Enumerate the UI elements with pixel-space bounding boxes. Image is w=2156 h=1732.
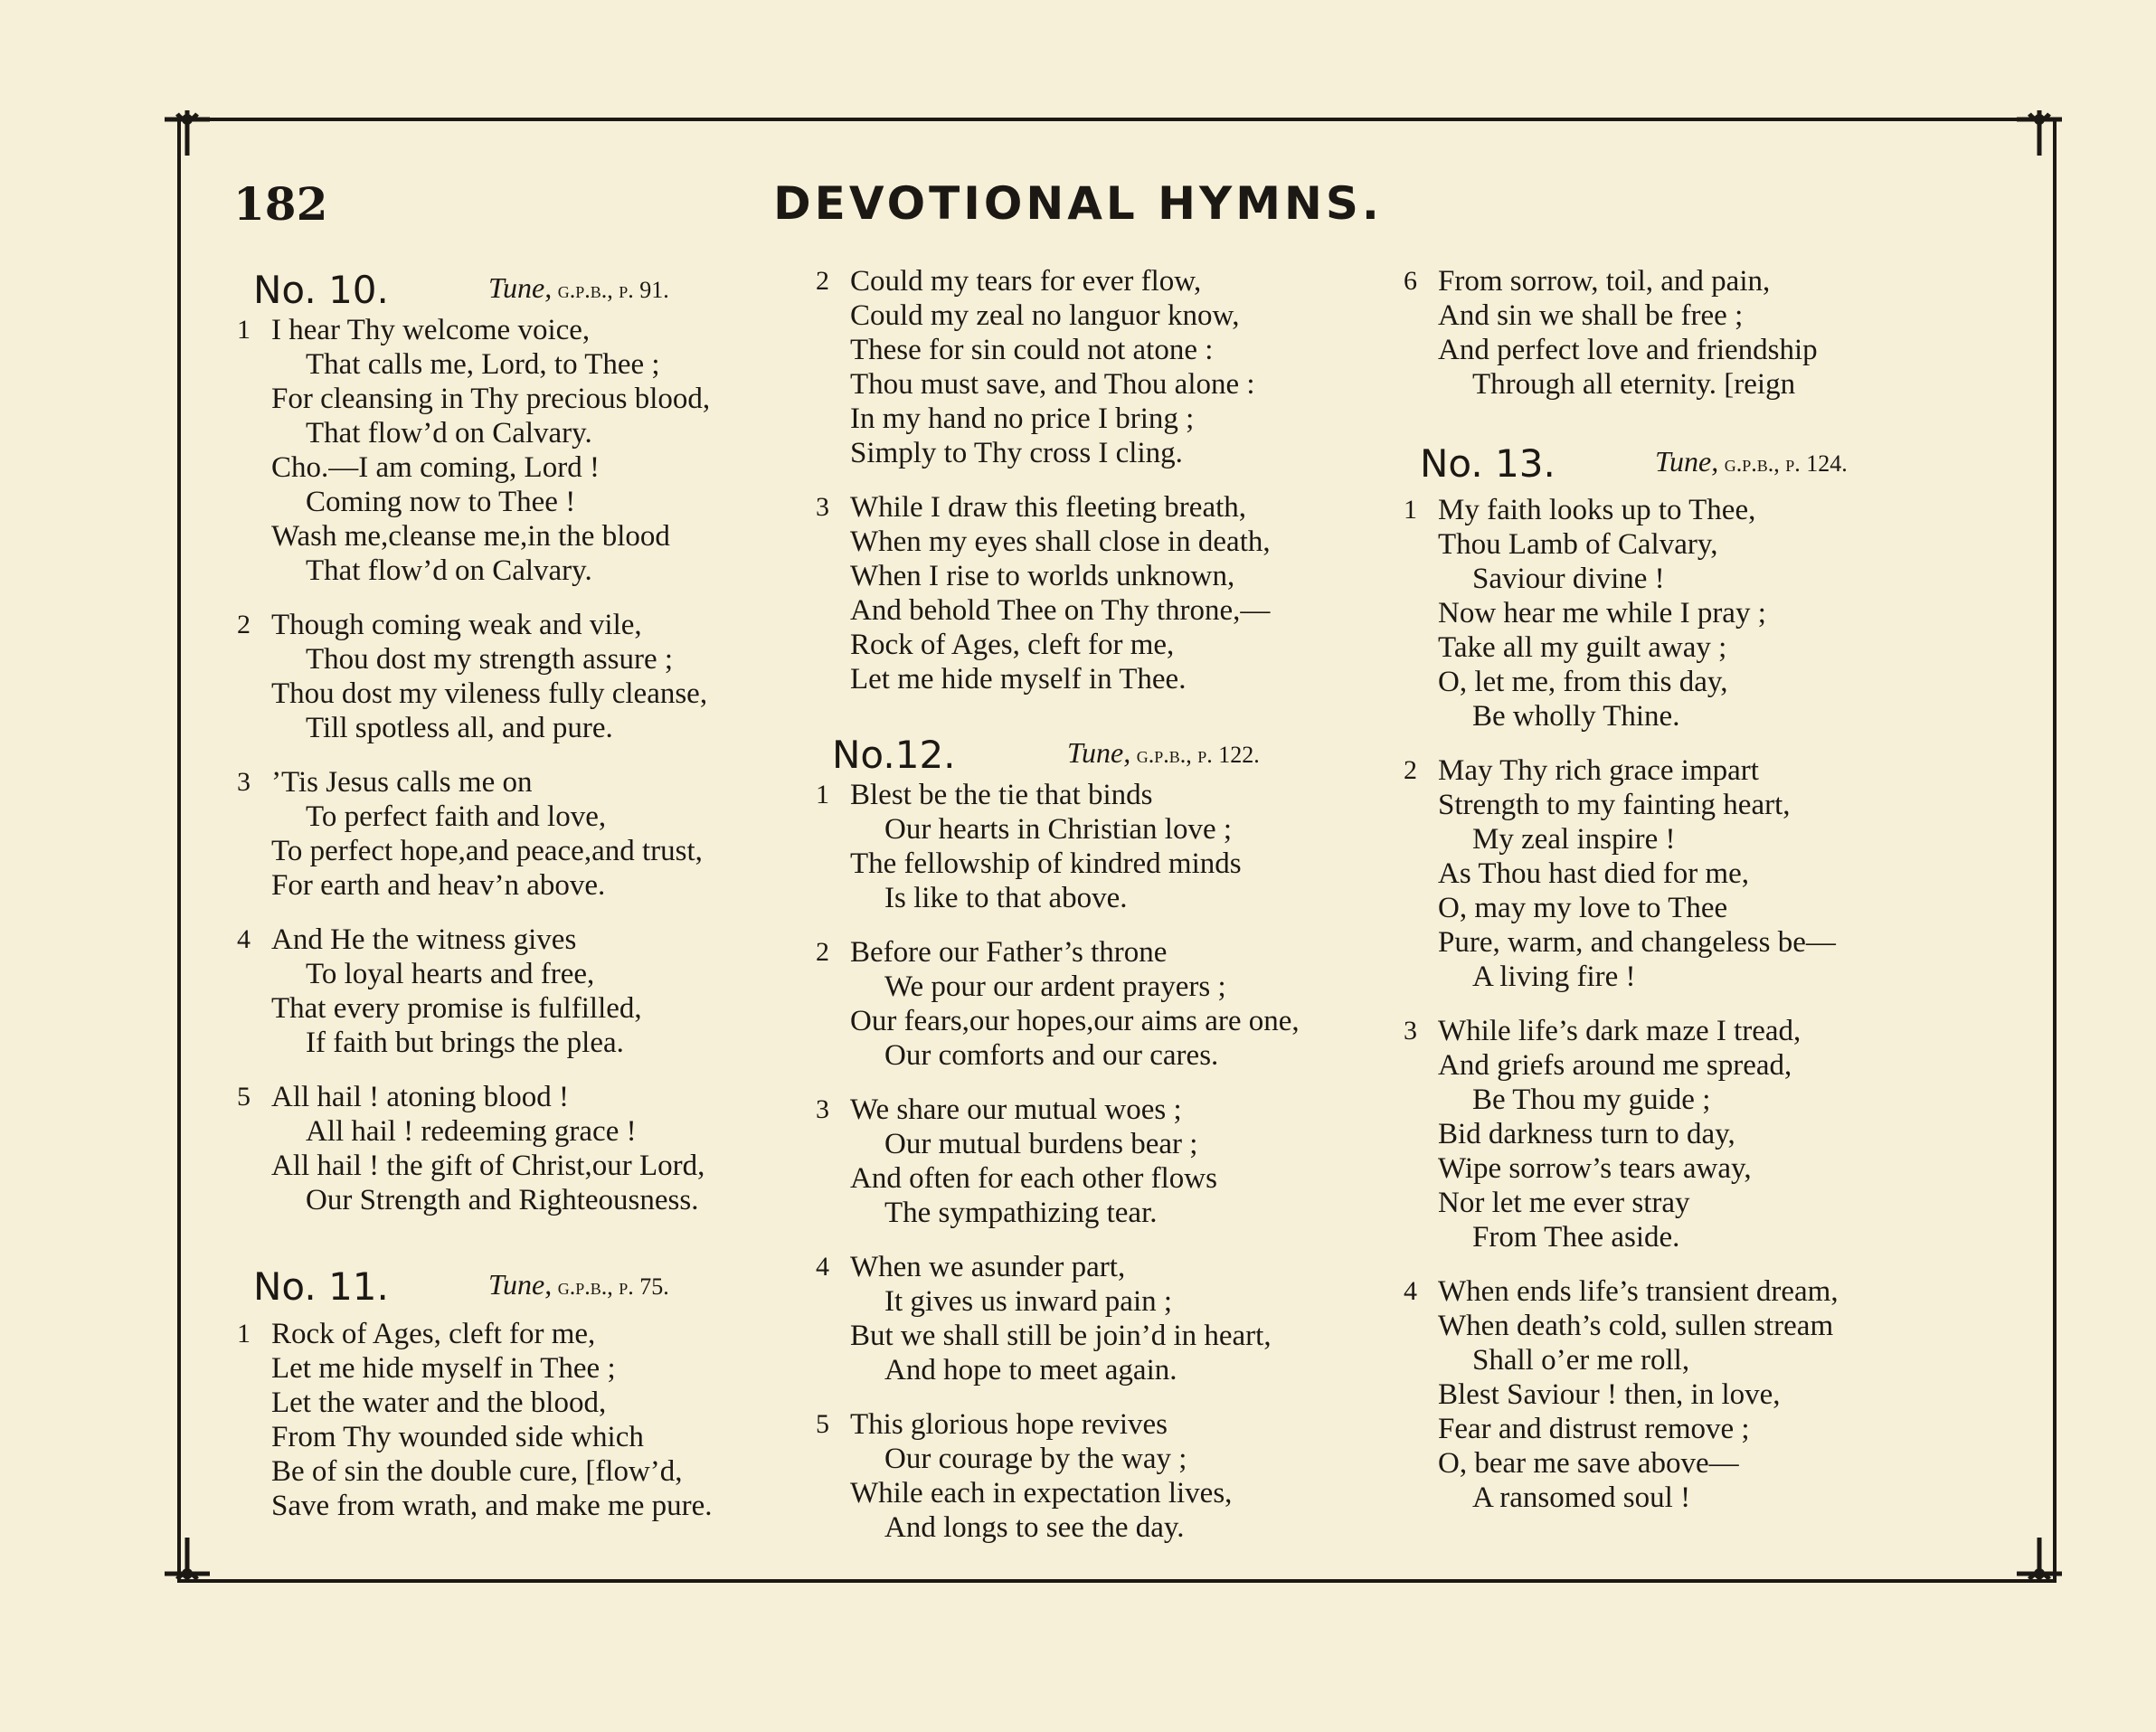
verse-number: 1 (816, 780, 829, 809)
hymn-line: Let me hide myself in Thee. (850, 663, 1187, 696)
hymn-line: That calls me, Lord, to Thee ; (306, 348, 660, 381)
hymn-line: Shall o’er me roll, (1472, 1344, 1690, 1377)
hymn-line: All hail ! redeeming grace ! (306, 1115, 637, 1148)
hymn-number: No. 10. (253, 268, 389, 312)
verse-number: 1 (1404, 495, 1417, 525)
verse-number: 4 (1404, 1276, 1417, 1306)
tune-label: Tune, (488, 271, 553, 304)
tune-label: Tune, (488, 1268, 553, 1301)
hymn-line: Thou dost my vileness fully cleanse, (271, 677, 708, 710)
hymn-line: O, bear me save above— (1438, 1447, 1739, 1480)
hymn-line: Simply to Thy cross I cling. (850, 437, 1183, 469)
hymn-line: And behold Thee on Thy throne,— (850, 594, 1271, 627)
hymn-line: These for sin could not atone : (850, 334, 1214, 366)
hymn-number: No. 11. (253, 1264, 389, 1309)
hymn-line: And often for each other flows (850, 1162, 1217, 1195)
tune-source: g.p.b., p. 122. (1130, 742, 1260, 768)
hymn-line: To perfect hope,and peace,and trust, (271, 835, 703, 867)
hymn-line: Wash me,cleanse me,in the blood (271, 520, 670, 553)
verse-number: 2 (816, 266, 829, 296)
hymn-line: That flow’d on Calvary. (306, 417, 592, 450)
hymn-line: Be wholly Thine. (1472, 700, 1680, 733)
hymn-line: My faith looks up to Thee, (1438, 494, 1756, 526)
hymn-line: And griefs around me spread, (1438, 1049, 1792, 1082)
hymn-line: O, let me, from this day, (1438, 666, 1728, 698)
hymn-line: A living fire ! (1472, 961, 1636, 993)
corner-ornament-icon (2008, 101, 2071, 165)
hymn-line: Our fears,our hopes,our aims are one, (850, 1005, 1300, 1037)
hymn-line: When my eyes shall close in death, (850, 525, 1271, 558)
hymn-line: My zeal inspire ! (1472, 823, 1676, 856)
hymn-line: If faith but brings the plea. (306, 1027, 624, 1059)
hymn-header (253, 1264, 669, 1309)
hymn-line: Through all eternity. [reign (1472, 368, 1796, 401)
hymn-line: Blest be the tie that binds (850, 779, 1153, 811)
hymn-line: When death’s cold, sullen stream (1438, 1310, 1834, 1342)
hymn-line: That every promise is fulfilled, (271, 992, 642, 1025)
hymn-line: Coming now to Thee ! (306, 486, 576, 518)
hymn-line: Pure, warm, and changeless be— (1438, 926, 1836, 959)
hymn-line: When we asunder part, (850, 1251, 1126, 1283)
hymn-line: Could my zeal no languor know, (850, 299, 1240, 332)
hymn-line: Let the water and the blood, (271, 1387, 607, 1419)
hymn-header (253, 268, 669, 312)
hymn-line: Thou Lamb of Calvary, (1438, 528, 1718, 561)
hymn-line: Our comforts and our cares. (884, 1039, 1219, 1072)
hymn-line: And sin we shall be free ; (1438, 299, 1744, 332)
verse-number: 2 (1404, 755, 1417, 785)
verse-number: 3 (816, 492, 829, 522)
hymn-line: Blest Saviour ! then, in love, (1438, 1378, 1781, 1411)
hymn-line: While life’s dark maze I tread, (1438, 1015, 1801, 1047)
hymn-line: This glorious hope revives (850, 1408, 1168, 1441)
corner-ornament-icon (2008, 1529, 2071, 1592)
hymn-number: No.12. (832, 733, 956, 777)
hymn-line: Before our Father’s throne (850, 936, 1168, 969)
hymn-line: Bid darkness turn to day, (1438, 1118, 1735, 1150)
hymn-line: Strength to my fainting heart, (1438, 789, 1791, 821)
hymn-line: From Thy wounded side which (271, 1421, 644, 1453)
verse-number: 1 (237, 315, 251, 345)
hymn-line: To perfect faith and love, (306, 800, 607, 833)
hymn-line: And longs to see the day. (884, 1511, 1185, 1544)
hymn-line: For earth and heav’n above. (271, 869, 606, 902)
hymn-line: Rock of Ages, cleft for me, (271, 1318, 596, 1350)
hymn-line: In my hand no price I bring ; (850, 402, 1195, 435)
verse-number: 5 (816, 1409, 829, 1439)
hymn-line: Thou must save, and Thou alone : (850, 368, 1255, 401)
hymn-line: Could my tears for ever flow, (850, 265, 1202, 298)
hymn-line: For cleansing in Thy precious blood, (271, 383, 711, 415)
tune-label: Tune, (1655, 445, 1719, 478)
hymn-line: And hope to meet again. (884, 1354, 1177, 1387)
hymn-line: I hear Thy welcome voice, (271, 314, 591, 346)
verse-number: 3 (816, 1094, 829, 1124)
hymn-line: Is like to that above. (884, 882, 1128, 914)
hymn-line: ’Tis Jesus calls me on (271, 766, 533, 799)
hymn-line: It gives us inward pain ; (884, 1285, 1173, 1318)
hymn-line: The fellowship of kindred minds (850, 847, 1242, 880)
hymn-line: Till spotless all, and pure. (306, 712, 613, 744)
verse-number: 3 (1404, 1016, 1417, 1046)
hymn-header (832, 733, 1260, 777)
verse-number: 2 (237, 610, 251, 639)
hymn-line: Cho.—I am coming, Lord ! (271, 451, 600, 484)
hymn-line: We pour our ardent prayers ; (884, 970, 1226, 1003)
hymn-line: From sorrow, toil, and pain, (1438, 265, 1771, 298)
hymn-line: Though coming weak and vile, (271, 609, 642, 641)
page-title: DEVOTIONAL HYMNS. (773, 177, 1383, 230)
tune-label: Tune, (1067, 736, 1131, 769)
tune-source: g.p.b., p. 124. (1718, 450, 1848, 477)
tune-reference (488, 271, 669, 305)
hymn-line: All hail ! atoning blood ! (271, 1081, 570, 1113)
hymn-line: Let me hide myself in Thee ; (271, 1352, 616, 1385)
hymn-line: Take all my guilt away ; (1438, 631, 1727, 664)
hymn-line: The sympathizing tear. (884, 1197, 1158, 1229)
hymn-line: When ends life’s transient dream, (1438, 1275, 1839, 1308)
corner-ornament-icon (156, 101, 219, 165)
hymn-line: But we shall still be join’d in heart, (850, 1320, 1272, 1352)
hymn-line: While I draw this fleeting breath, (850, 491, 1247, 524)
hymn-line: From Thee aside. (1472, 1221, 1680, 1254)
hymn-line: Nor let me ever stray (1438, 1187, 1690, 1219)
corner-ornament-icon (156, 1529, 219, 1592)
hymn-line: When I rise to worlds unknown, (850, 560, 1235, 592)
tune-reference (1067, 736, 1260, 770)
verse-number: 6 (1404, 266, 1417, 296)
hymn-line: And He the witness gives (271, 923, 577, 956)
hymn-line: Rock of Ages, cleft for me, (850, 629, 1175, 661)
hymn-line: We share our mutual woes ; (850, 1093, 1182, 1126)
tune-reference (488, 1268, 669, 1301)
verse-number: 4 (816, 1252, 829, 1282)
hymn-line: Save from wrath, and make me pure. (271, 1490, 713, 1522)
hymn-line: A ransomed soul ! (1472, 1481, 1691, 1514)
hymn-line: Now hear me while I pray ; (1438, 597, 1766, 629)
hymn-line: To loyal hearts and free, (306, 958, 595, 990)
hymn-line: Our Strength and Righteousness. (306, 1184, 699, 1216)
hymn-line: Fear and distrust remove ; (1438, 1413, 1750, 1445)
hymn-header (1420, 441, 1848, 486)
verse-number: 4 (237, 924, 251, 954)
verse-number: 3 (237, 767, 251, 797)
hymn-line: Our mutual burdens bear ; (884, 1128, 1198, 1160)
verse-number: 1 (237, 1319, 251, 1349)
hymn-line: Be of sin the double cure, [flow’d, (271, 1455, 683, 1488)
hymn-line: All hail ! the gift of Christ,our Lord, (271, 1150, 705, 1182)
hymn-line: Thou dost my strength assure ; (306, 643, 674, 676)
verse-number: 2 (816, 937, 829, 967)
hymn-line: And perfect love and friendship (1438, 334, 1818, 366)
hymn-line: While each in expectation lives, (850, 1477, 1233, 1510)
verse-number: 5 (237, 1082, 251, 1112)
hymn-line: That flow’d on Calvary. (306, 554, 592, 587)
hymn-line: O, may my love to Thee (1438, 892, 1728, 924)
page-number: 182 (233, 177, 328, 231)
hymn-line: Saviour divine ! (1472, 563, 1665, 595)
hymn-line: May Thy rich grace impart (1438, 754, 1759, 787)
tune-source: g.p.b., p. 91. (552, 277, 669, 303)
hymn-line: Be Thou my guide ; (1472, 1084, 1711, 1116)
hymn-line: Wipe sorrow’s tears away, (1438, 1152, 1752, 1185)
hymn-line: As Thou hast died for me, (1438, 857, 1750, 890)
hymn-number: No. 13. (1420, 441, 1556, 486)
tune-source: g.p.b., p. 75. (552, 1273, 669, 1300)
hymn-line: Our hearts in Christian love ; (884, 813, 1233, 846)
hymn-line: Our courage by the way ; (884, 1443, 1187, 1475)
tune-reference (1655, 445, 1848, 478)
